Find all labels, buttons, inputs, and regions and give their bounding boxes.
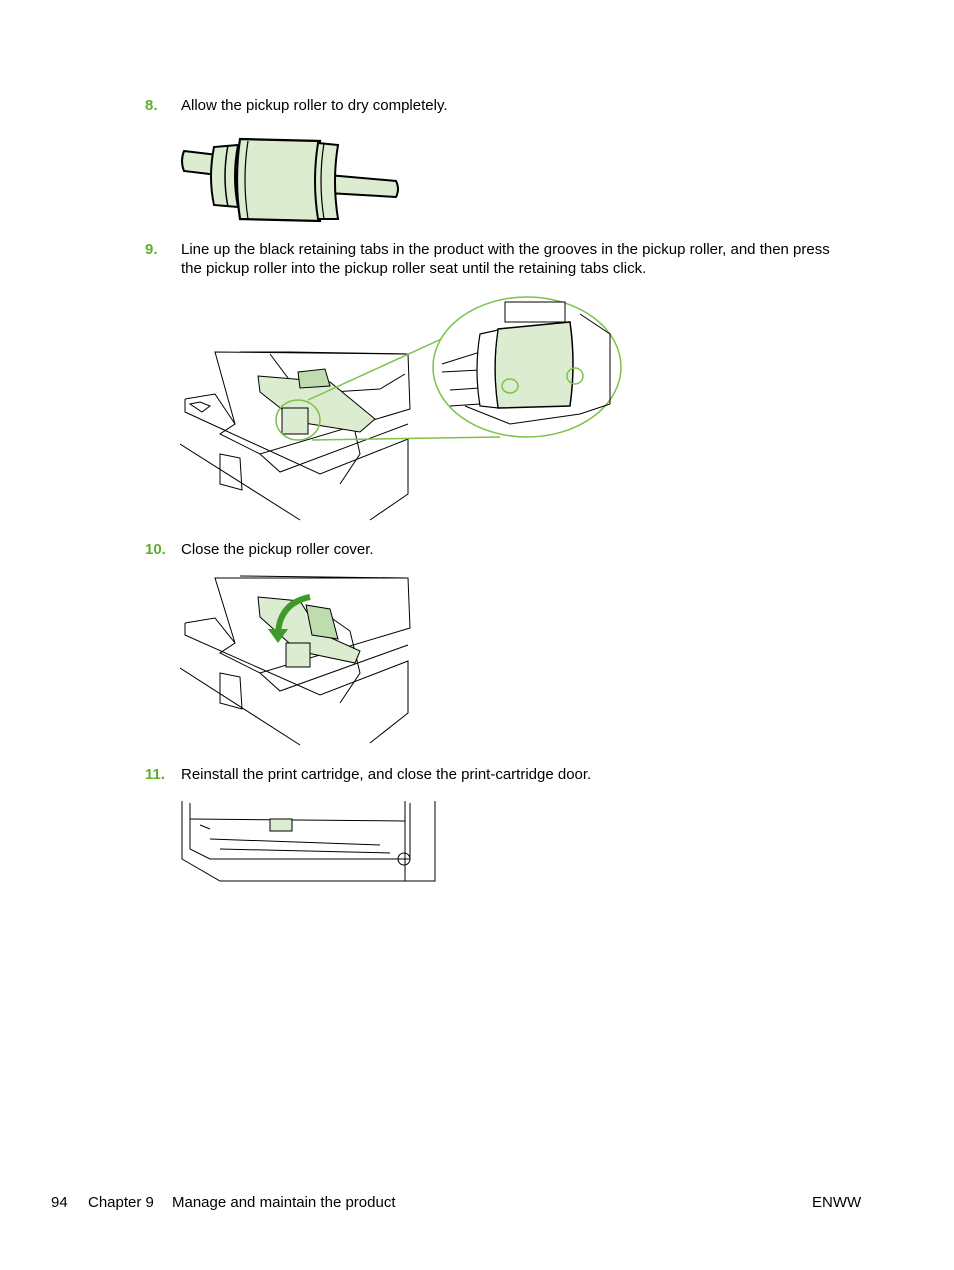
page-number: 94 [51, 1194, 68, 1211]
step-text: Allow the pickup roller to dry completely. [181, 97, 448, 114]
step-number: 10. [145, 541, 166, 558]
chapter-label: Chapter 9 [88, 1194, 154, 1211]
chapter-title: Manage and maintain the product [172, 1194, 396, 1211]
reinstall-cartridge-illustration [180, 799, 437, 883]
step-number: 9. [145, 241, 158, 258]
pickup-roller-illustration [178, 133, 403, 225]
step-text: Reinstall the print cartridge, and close the print-cartridge door. [181, 766, 592, 783]
step-number: 11. [145, 766, 166, 783]
step-text-line-1: Line up the black retaining tabs in the product with the grooves in the pickup roller, and then press [181, 241, 830, 258]
close-cover-illustration [180, 573, 412, 750]
step-text: Close the pickup roller cover. [181, 541, 374, 558]
step-number: 8. [145, 97, 158, 114]
printer-roller-install-illustration [180, 294, 628, 526]
footer-right-label: ENWW [812, 1194, 862, 1211]
step-text-line-2: the pickup roller into the pickup roller seat until the retaining tabs click. [181, 260, 647, 277]
